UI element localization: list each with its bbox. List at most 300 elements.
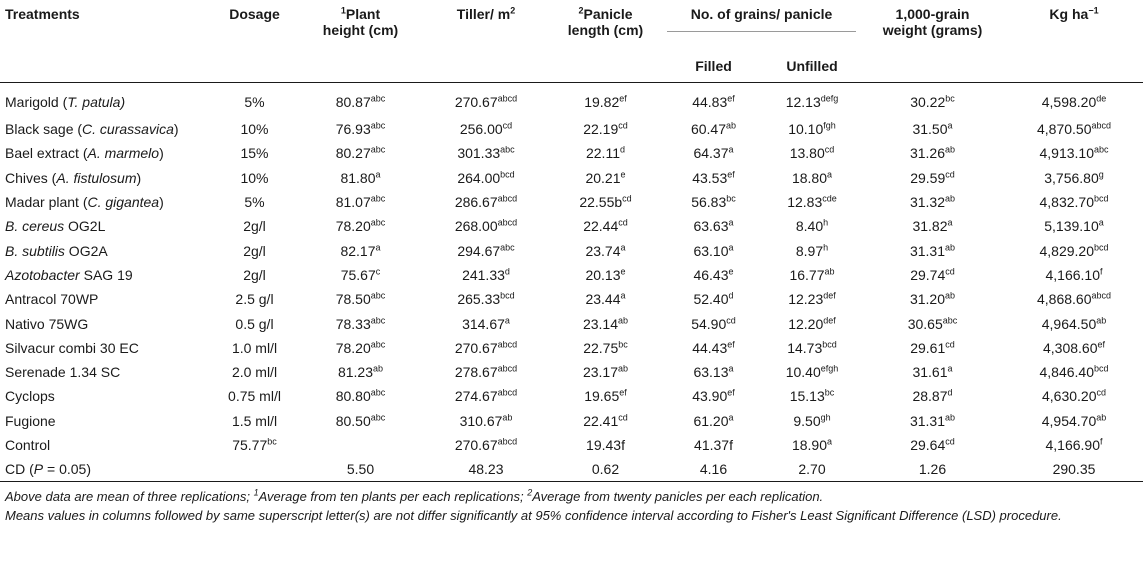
cell-yield — [1005, 141, 1143, 165]
cell-yield-value: 4,166.90 — [1045, 437, 1100, 453]
cell-yield-value: 4,913.10 — [1039, 145, 1094, 162]
significance-letters: bc — [726, 193, 736, 204]
significance-letters: ab — [945, 144, 956, 155]
significance-letters: a — [504, 314, 510, 325]
cell-panicle-length — [548, 117, 663, 141]
significance-letters: abc — [370, 193, 386, 204]
significance-letters: ef — [727, 339, 735, 350]
cell-plant-height-value: 75.67 — [340, 266, 376, 283]
cell-filled-value: 44.83 — [692, 94, 728, 110]
cell-treatment — [0, 83, 212, 118]
cell-grain-weight-value: 29.61 — [910, 339, 946, 356]
cell-grain-weight-value: 31.50 — [912, 121, 948, 138]
cell-tiller — [424, 433, 548, 457]
cell-plant-height-value: 81.07 — [335, 194, 371, 211]
cd-value: 1.26 — [860, 457, 1005, 482]
cell-grain-weight — [860, 409, 1005, 433]
cell-tiller — [424, 166, 548, 190]
cell-dosage-value: 75.77 — [232, 437, 268, 453]
cell-grain-weight — [860, 238, 1005, 262]
significance-letters: ab — [1096, 412, 1107, 423]
cell-plant-height — [297, 287, 424, 311]
cell-unfilled — [764, 238, 860, 262]
cell-tiller — [424, 117, 548, 141]
significance-letters: a — [728, 241, 734, 252]
cell-treatment — [0, 336, 212, 360]
significance-letters: abc — [370, 412, 386, 423]
cell-filled-value: 63.63 — [693, 218, 729, 235]
cell-tiller — [424, 214, 548, 238]
treatment-name: Fugione — [5, 412, 56, 429]
cell-treatment — [0, 409, 212, 433]
cell-panicle-length — [548, 190, 663, 214]
cell-tiller — [424, 311, 548, 335]
cell-dosage — [212, 214, 297, 238]
treatment-name: Nativo 75WG — [5, 315, 89, 332]
cell-filled-value: 54.90 — [691, 315, 727, 332]
significance-letters: efgh — [820, 363, 839, 374]
cell-treatment — [0, 433, 212, 457]
cell-unfilled-value: 12.23 — [788, 291, 824, 308]
treatment-species: C. curassavica — [82, 121, 174, 138]
significance-letters: cd — [502, 120, 513, 131]
cell-dosage — [212, 287, 297, 311]
significance-letters: f — [1099, 436, 1103, 447]
cell-filled-value: 43.90 — [692, 388, 728, 405]
table-row — [0, 311, 1143, 335]
cd-label-suffix: = 0.05) — [43, 461, 91, 478]
cell-grain-weight — [860, 384, 1005, 408]
cell-dosage-value: 2g/l — [243, 218, 266, 235]
cell-plant-height — [297, 311, 424, 335]
cell-yield-value: 4,630.20 — [1041, 388, 1097, 405]
cell-filled — [663, 117, 764, 141]
col-header-grains-group: No. of grains/ panicle — [663, 0, 860, 50]
cell-dosage-value: 0.75 ml/l — [228, 388, 281, 405]
cell-tiller-value: 270.67 — [454, 437, 498, 453]
significance-letters: abc — [370, 93, 386, 104]
cell-yield — [1005, 336, 1143, 360]
cell-unfilled — [764, 287, 860, 311]
cell-yield-value: 4,308.60 — [1042, 339, 1098, 356]
significance-letters: abcd — [497, 93, 518, 104]
cell-tiller-value: 270.67 — [454, 94, 498, 110]
treatment-suffix: ) — [159, 145, 164, 162]
cell-panicle-length — [548, 384, 663, 408]
cell-yield — [1005, 83, 1143, 118]
cell-grain-weight — [860, 311, 1005, 335]
cell-filled — [663, 238, 764, 262]
cell-panicle-length-value: 22.55b — [579, 194, 623, 211]
cell-grain-weight-value: 30.22 — [910, 94, 946, 110]
cd-value: 0.62 — [548, 457, 663, 482]
cd-value: 290.35 — [1005, 457, 1143, 482]
cell-panicle-length — [548, 263, 663, 287]
cell-treatment — [0, 190, 212, 214]
significance-letters: cd — [945, 436, 955, 447]
table-row — [0, 336, 1143, 360]
cell-dosage — [212, 238, 297, 262]
significance-letters: abc — [1093, 144, 1109, 155]
significance-letters: a — [728, 144, 734, 155]
cell-plant-height-value: 76.93 — [335, 121, 371, 138]
cell-yield — [1005, 117, 1143, 141]
cell-panicle-length-value: 22.19 — [583, 121, 619, 138]
significance-letters: cd — [1096, 387, 1106, 398]
cell-unfilled — [764, 311, 860, 335]
cell-panicle-length-value: 23.74 — [585, 242, 621, 259]
cell-unfilled-value: 18.80 — [791, 169, 828, 186]
significance-letters: defg — [820, 93, 839, 104]
significance-letters: abc — [370, 339, 386, 350]
cell-yield — [1005, 409, 1143, 433]
significance-letters: a — [620, 241, 626, 252]
significance-letters: e — [728, 266, 734, 277]
significance-letters: ab — [373, 363, 384, 374]
significance-letters: c — [375, 266, 381, 277]
cell-tiller-value: 286.67 — [454, 194, 498, 211]
table-footnotes — [0, 482, 1143, 525]
cell-panicle-length — [548, 311, 663, 335]
significance-letters: de — [1096, 93, 1107, 104]
cell-tiller-value: 301.33 — [457, 145, 501, 162]
cell-grain-weight — [860, 433, 1005, 457]
table-row — [0, 238, 1143, 262]
col-header-dosage: Dosage — [212, 0, 297, 83]
cell-unfilled — [764, 214, 860, 238]
cell-panicle-length — [548, 409, 663, 433]
treatment-suffix: OG2A — [64, 242, 108, 259]
cell-grain-weight-value: 29.74 — [910, 266, 946, 283]
cell-unfilled-value: 13.80 — [789, 145, 825, 162]
cell-grain-weight-value: 30.65 — [907, 315, 943, 332]
significance-letters: bcd — [1093, 193, 1109, 204]
significance-letters: a — [375, 241, 381, 252]
cell-filled-value: 41.37f — [694, 437, 733, 453]
cell-yield — [1005, 190, 1143, 214]
cell-tiller — [424, 190, 548, 214]
cell-filled — [663, 263, 764, 287]
cell-panicle-length — [548, 141, 663, 165]
significance-letters: abcd — [497, 339, 518, 350]
treatment-name: Marigold ( — [5, 94, 68, 110]
significance-letters: def — [823, 314, 836, 325]
cell-plant-height — [297, 166, 424, 190]
significance-letters: abcd — [497, 363, 518, 374]
significance-letters: def — [823, 290, 836, 301]
cell-panicle-length — [548, 433, 663, 457]
significance-letters: fgh — [823, 120, 836, 131]
treatment-name: Black sage ( — [5, 121, 83, 138]
cell-treatment — [0, 311, 212, 335]
cell-plant-height-value: 80.27 — [335, 145, 371, 162]
cell-yield-value: 4,846.40 — [1039, 364, 1094, 381]
significance-letters: a — [728, 217, 734, 228]
cell-tiller-value: 310.67 — [459, 412, 503, 429]
cell-dosage-value: 1.0 ml/l — [231, 339, 278, 356]
cell-unfilled — [764, 141, 860, 165]
cell-treatment — [0, 117, 212, 141]
significance-letters: ef — [619, 93, 627, 104]
cell-tiller-value: 241.33 — [462, 266, 505, 283]
cd-row — [0, 457, 1143, 482]
cell-dosage — [212, 263, 297, 287]
cell-yield-value: 4,598.20 — [1041, 94, 1097, 110]
significance-letters: a — [947, 363, 953, 374]
cell-dosage-value: 15% — [240, 145, 269, 162]
table-row — [0, 287, 1143, 311]
significance-letters: ef — [727, 93, 735, 104]
significance-letters: a — [375, 169, 381, 180]
treatment-name: Serenade 1.34 SC — [5, 364, 121, 381]
cd-dosage-empty — [212, 457, 297, 482]
significance-letters: abc — [370, 387, 386, 398]
cell-plant-height-value: 82.17 — [340, 242, 376, 259]
cell-grain-weight-value: 28.87 — [912, 388, 948, 405]
cell-yield — [1005, 311, 1143, 335]
cell-yield — [1005, 263, 1143, 287]
cell-plant-height-value: 80.50 — [335, 412, 371, 429]
cell-plant-height — [297, 336, 424, 360]
significance-letters: a — [728, 363, 734, 374]
table-row — [0, 360, 1143, 384]
cell-unfilled — [764, 384, 860, 408]
cell-grain-weight — [860, 287, 1005, 311]
cell-dosage — [212, 384, 297, 408]
cell-filled — [663, 214, 764, 238]
significance-letters: cd — [945, 266, 955, 277]
cell-treatment — [0, 384, 212, 408]
significance-letters: a — [620, 290, 626, 301]
cell-plant-height — [297, 433, 424, 457]
cell-dosage-value: 2g/l — [243, 266, 266, 283]
significance-letters: bc — [824, 387, 835, 398]
cell-tiller-value: 265.33 — [457, 291, 501, 308]
footnote-line-2: Means values in columns followed by same superscript letter(s) are not differ significantly at 95% confidence interval according to Fisher's Least Significant Difference (LSD) procedure. — [5, 508, 1062, 524]
cell-dosage — [212, 190, 297, 214]
cell-yield — [1005, 384, 1143, 408]
cell-yield — [1005, 238, 1143, 262]
treatment-name: Madar plant ( — [5, 194, 88, 211]
significance-letters: ab — [945, 193, 956, 204]
significance-letters: f — [1099, 266, 1103, 277]
cell-yield-value: 4,829.20 — [1039, 242, 1094, 259]
cell-panicle-length-value: 22.44 — [583, 218, 619, 235]
cell-filled-value: 63.13 — [693, 364, 729, 381]
cell-grain-weight — [860, 83, 1005, 118]
cell-dosage — [212, 141, 297, 165]
significance-letters: ef — [619, 387, 627, 398]
significance-letters: bcd — [1093, 363, 1109, 374]
cell-yield — [1005, 214, 1143, 238]
cell-dosage-value: 5% — [244, 94, 265, 110]
treatment-name: Antracol 70WP — [5, 291, 99, 308]
cell-unfilled-value: 16.77 — [789, 266, 825, 283]
col-header-panicle-length: $^2$Panicle length (cm) — [548, 0, 663, 83]
cell-tiller-value: 268.00 — [454, 218, 498, 235]
cell-filled-value: 63.10 — [693, 242, 729, 259]
col-header-unfilled: Unfilled — [764, 50, 860, 83]
treatment-suffix: SAG 19 — [79, 266, 133, 283]
cell-dosage — [212, 360, 297, 384]
table-row — [0, 409, 1143, 433]
cell-unfilled — [764, 263, 860, 287]
cell-grain-weight — [860, 263, 1005, 287]
cell-dosage — [212, 117, 297, 141]
cell-yield — [1005, 360, 1143, 384]
cell-filled-value: 52.40 — [693, 291, 729, 308]
cd-value: 48.23 — [424, 457, 548, 482]
table-row — [0, 141, 1143, 165]
significance-letters: d — [504, 266, 510, 277]
significance-letters: abc — [370, 314, 386, 325]
cell-filled — [663, 336, 764, 360]
significance-letters: h — [823, 241, 829, 252]
cell-plant-height — [297, 263, 424, 287]
cell-yield-value: 5,139.10 — [1044, 218, 1099, 235]
significance-letters: ef — [1097, 339, 1105, 350]
significance-letters: abc — [942, 314, 958, 325]
cell-panicle-length — [548, 83, 663, 118]
cell-unfilled — [764, 83, 860, 118]
significance-letters: a — [947, 217, 953, 228]
cell-filled-value: 46.43 — [693, 266, 729, 283]
significance-letters: ab — [618, 314, 629, 325]
cell-grain-weight — [860, 360, 1005, 384]
significance-letters: cd — [618, 217, 628, 228]
cell-unfilled — [764, 117, 860, 141]
cell-yield-value: 4,166.10 — [1045, 266, 1100, 283]
significance-letters: abc — [500, 144, 515, 155]
significance-letters: abc — [370, 144, 386, 155]
cd-label-prefix: CD ( — [5, 461, 34, 478]
cell-unfilled-value: 10.40 — [785, 364, 821, 381]
cell-plant-height — [297, 360, 424, 384]
cell-plant-height — [297, 238, 424, 262]
significance-letters: abcd — [497, 436, 518, 447]
significance-letters: ab — [945, 412, 956, 423]
col-header-plant-height: $^1$Plant height (cm) — [297, 0, 424, 83]
cell-tiller — [424, 336, 548, 360]
table-row — [0, 263, 1143, 287]
significance-letters: h — [823, 217, 829, 228]
cell-plant-height-value: 81.80 — [340, 169, 376, 186]
significance-letters: e — [620, 169, 626, 180]
significance-letters: a — [1098, 217, 1104, 228]
cell-dosage — [212, 311, 297, 335]
cell-treatment — [0, 263, 212, 287]
significance-letters: abc — [370, 217, 386, 228]
cell-panicle-length-value: 22.41 — [583, 412, 619, 429]
cell-treatment — [0, 238, 212, 262]
treatment-species: C. gigantea — [87, 194, 160, 211]
cell-panicle-length-value: 23.14 — [582, 315, 619, 332]
cell-panicle-length — [548, 238, 663, 262]
cell-filled — [663, 409, 764, 433]
cell-grain-weight — [860, 117, 1005, 141]
cell-grain-weight — [860, 190, 1005, 214]
col-header-yield: Kg $ha^{-1}$ — [1005, 0, 1143, 83]
significance-letters: abc — [370, 120, 386, 131]
cell-unfilled-value: 18.90 — [791, 437, 828, 453]
cell-panicle-length-value: 19.82 — [584, 94, 620, 110]
cell-panicle-length-value: 19.65 — [584, 388, 620, 405]
cell-yield-value: 3,756.80 — [1044, 169, 1099, 186]
cell-tiller-value: 264.00 — [457, 169, 501, 186]
cell-grain-weight — [860, 214, 1005, 238]
cell-tiller-value: 294.67 — [457, 242, 501, 259]
cell-panicle-length — [548, 336, 663, 360]
treatment-name: Silvacur combi 30 EC — [5, 339, 139, 356]
cell-dosage-value: 2.5 g/l — [235, 291, 274, 308]
treatment-species: B. subtilis — [5, 242, 65, 259]
cell-grain-weight — [860, 141, 1005, 165]
significance-letters: g — [1098, 169, 1104, 180]
cell-plant-height-value: 80.80 — [335, 388, 371, 405]
cell-filled — [663, 141, 764, 165]
significance-letters: bc — [267, 436, 277, 447]
cell-unfilled — [764, 360, 860, 384]
significance-letters: cd — [622, 193, 632, 204]
cell-dosage — [212, 409, 297, 433]
significance-letters: a — [827, 169, 833, 180]
cell-dosage — [212, 433, 297, 457]
cell-unfilled-value: 8.97 — [795, 242, 824, 259]
significance-letters: d — [947, 387, 953, 398]
cell-plant-height — [297, 214, 424, 238]
cell-unfilled — [764, 190, 860, 214]
cell-yield-value: 4,954.70 — [1041, 412, 1097, 429]
cd-value: 2.70 — [764, 457, 860, 482]
significance-letters: a — [947, 120, 953, 131]
significance-letters: e — [620, 266, 626, 277]
cell-tiller-value: 278.67 — [454, 364, 498, 381]
col-header-treatments: Treatments — [0, 0, 212, 83]
significance-letters: a — [728, 412, 734, 423]
cell-filled — [663, 166, 764, 190]
cell-filled — [663, 287, 764, 311]
treatment-species: A. fistulosum — [56, 169, 137, 186]
cell-plant-height — [297, 384, 424, 408]
cell-filled-value: 44.43 — [692, 339, 728, 356]
cell-tiller — [424, 83, 548, 118]
cell-unfilled-value: 12.13 — [785, 94, 821, 110]
cell-plant-height-value: 80.87 — [335, 94, 371, 110]
table-row — [0, 190, 1143, 214]
treatment-name: Bael extract ( — [5, 145, 88, 162]
table-row — [0, 214, 1143, 238]
cell-dosage — [212, 336, 297, 360]
cell-dosage — [212, 166, 297, 190]
significance-letters: abc — [500, 241, 515, 252]
treatment-suffix: ) — [136, 169, 142, 186]
significance-letters: abcd — [497, 217, 518, 228]
cell-panicle-length-value: 22.11 — [585, 145, 620, 162]
cell-tiller — [424, 141, 548, 165]
cell-unfilled — [764, 409, 860, 433]
cell-tiller — [424, 384, 548, 408]
cell-unfilled-value: 10.10 — [788, 121, 824, 138]
cell-unfilled — [764, 433, 860, 457]
table-row — [0, 433, 1143, 457]
significance-letters: bcd — [1093, 241, 1109, 252]
cell-dosage — [212, 83, 297, 118]
table-row — [0, 166, 1143, 190]
significance-letters: ef — [727, 387, 735, 398]
cell-grain-weight-value: 31.20 — [909, 291, 946, 308]
cell-dosage-value: 10% — [240, 169, 269, 186]
cell-treatment — [0, 287, 212, 311]
